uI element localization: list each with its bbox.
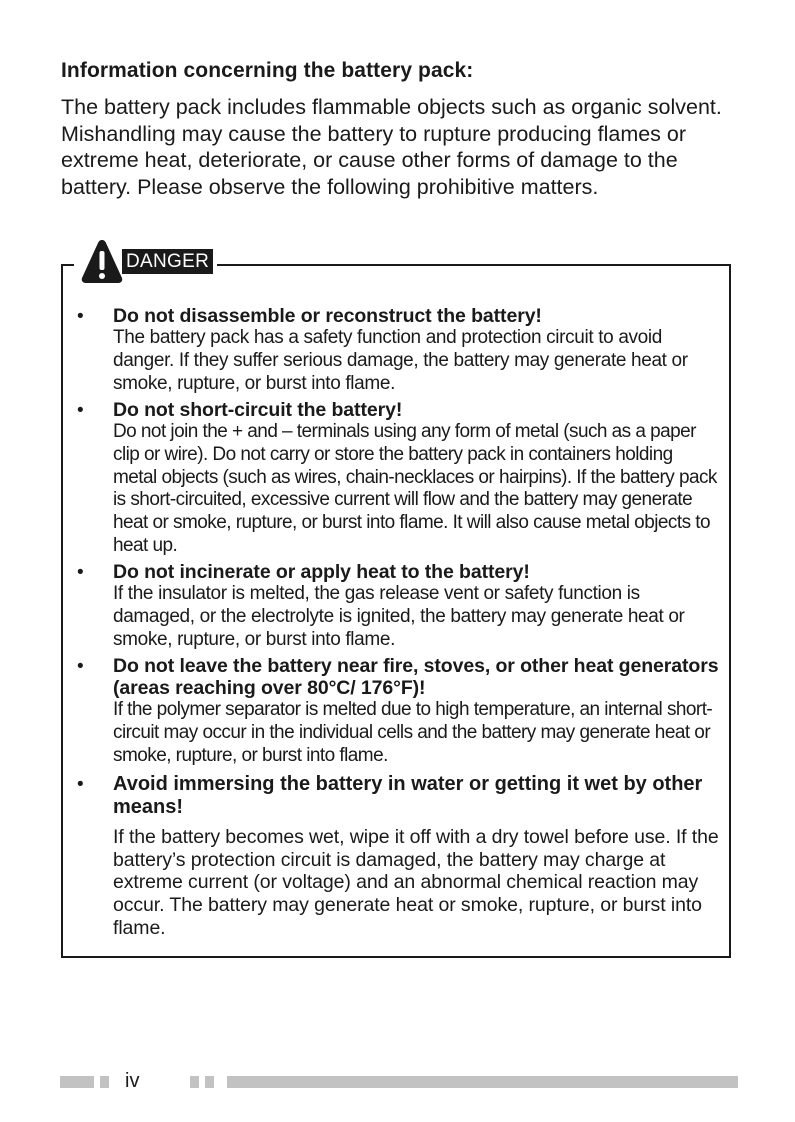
footer-bar xyxy=(60,1076,94,1088)
footer-bar xyxy=(100,1076,109,1088)
list-item xyxy=(61,561,731,652)
footer-bar xyxy=(227,1076,738,1088)
item-body: Do not join the + and – terminals using any form of metal (such as a paper clip or wire). Do not carry or store the battery pack in containers holding metal objects (such as wires, chain-necklaces or hairpins). If the battery pack is short-circuited, excessive current will flow and the battery may generate heat or smoke, rupture, or burst into flame. It will also cause metal objects to heat up. xyxy=(113,420,717,557)
page-number: iv xyxy=(125,1070,140,1092)
footer-bar xyxy=(205,1076,214,1088)
item-title: Do not short-circuit the battery! xyxy=(113,398,403,421)
intro-paragraph: The battery pack includes flammable objects such as organic solvent. Mishandling may cause the battery to rupture producing flames or extreme heat, deteriorate, or cause other forms of damage to the battery. Please observe the following prohibitive matters. xyxy=(61,95,722,199)
item-title: Do not incinerate or apply heat to the battery! xyxy=(113,561,530,584)
danger-list xyxy=(61,305,731,940)
list-item xyxy=(61,655,731,768)
item-body: If the battery becomes wet, wipe it off with a dry towel before use. If the battery’s protection circuit is damaged, the battery may charge at extreme current (or voltage) and an abnormal chemical reaction may occur. The battery may generate heat or smoke, rupture, or burst into flame. xyxy=(113,825,719,940)
warning-triangle-icon xyxy=(80,238,124,284)
danger-label xyxy=(74,236,217,284)
item-body: The battery pack has a safety function and protection circuit to avoid danger. If they suffer serious damage, the battery may generate heat or smoke, rupture, or burst into flame. xyxy=(113,327,688,394)
bullet: • xyxy=(77,562,84,584)
bullet: • xyxy=(77,399,84,421)
item-title: Avoid immersing the battery in water or getting it wet by other means! xyxy=(113,772,703,818)
item-title: Do not disassemble or reconstruct the battery! xyxy=(113,305,542,327)
danger-tag: DANGER xyxy=(122,249,213,274)
item-body: If the polymer separator is melted due to high temperature, an internal short-circuit may occur in the individual cells and the battery may generate heat or smoke, rupture, or burst into flame. xyxy=(113,698,713,766)
page-footer xyxy=(0,1076,795,1090)
item-title: Do not leave the battery near fire, stoves, or other heat generators (areas reaching over 80°C/ 176°F)! xyxy=(113,654,719,699)
section-heading: Information concerning the battery pack: xyxy=(61,59,474,82)
list-item xyxy=(61,305,731,396)
list-item xyxy=(61,773,731,941)
item-body: If the insulator is melted, the gas release vent or safety function is damaged, or the electrolyte is ignited, the battery may generate heat or smoke, rupture, or burst into flame. xyxy=(113,583,685,650)
bullet: • xyxy=(77,306,84,327)
footer-bar xyxy=(190,1076,199,1088)
list-item xyxy=(61,399,731,558)
bullet: • xyxy=(77,655,84,677)
bullet: • xyxy=(77,773,84,795)
